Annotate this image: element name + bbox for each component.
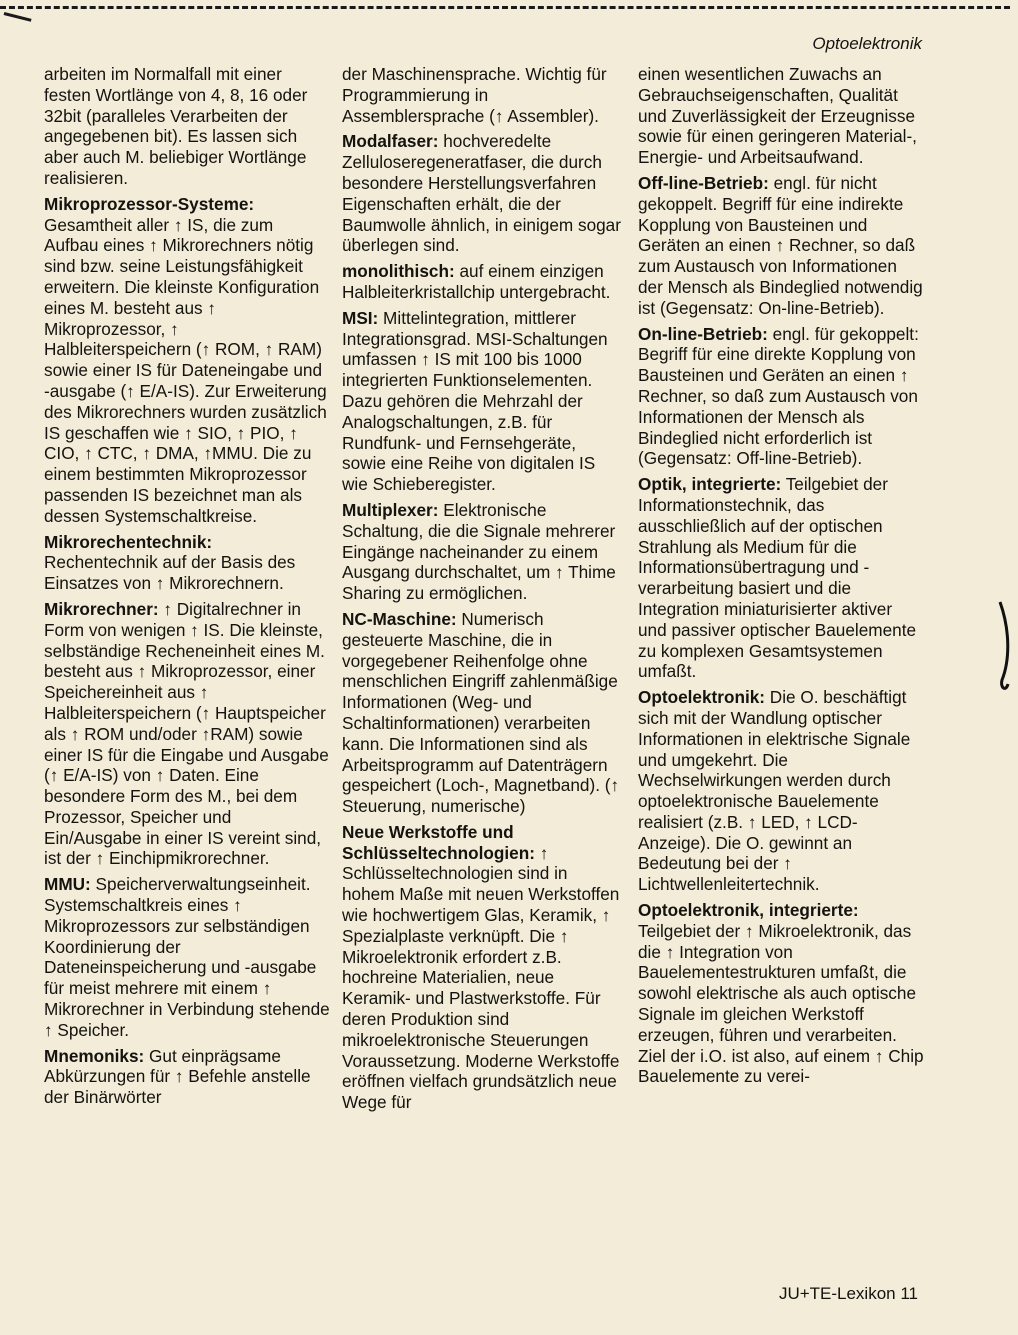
- entry-mikrorechner: [44, 599, 330, 869]
- edge-pen-mark: [998, 600, 1012, 696]
- entry-mnemoniks: [44, 1046, 330, 1108]
- text-column-1: [44, 64, 330, 1264]
- entry-term: MMU:: [44, 874, 91, 895]
- entry-on-line-betrieb: [638, 324, 924, 470]
- entry-term: Multiplexer:: [342, 499, 439, 520]
- entry-text: Teilgebiet der Informationstechnik, das ausschließlich auf der optischen Strahlung als Medium für die Informationsübertragung und -verarbeitung basiert und die Integration miniaturisierter aktiver und passiver optischer Bauelemente zu komplexen Gesamtsystemen umfaßt.: [638, 474, 917, 682]
- entry-mmu: [44, 874, 330, 1040]
- entry-text: auf einem einzigen Halbleiterkristallchip untergebracht.: [342, 261, 611, 302]
- entry-off-line-betrieb: [638, 173, 924, 319]
- entry-text: Mittelintegration, mittlerer Integrationsgrad. MSI-Schaltungen umfassen ↑ IS mit 100 bis 1000 integrierten Funktionselementen. Dazu gehören die Mehrzahl der Analogschaltungen, z.B. für Rundfunk- und Fernsehgeräte, sowie eine Reihe von digitalen IS wie Schieberegister.: [342, 307, 608, 495]
- text-column-2: [342, 64, 624, 1264]
- entry-term: Off-line-Betrieb:: [638, 172, 769, 193]
- entry-term: Mikroprozessor-Systeme:: [44, 193, 255, 214]
- entry-text: Gesamtheit aller ↑ IS, die zum Aufbau eines ↑ Mikrorechners nötig sind bzw. seine Leistungsfähigkeit erweitern. Die kleinste Konfiguration eines M. besteht aus ↑ Mikroprozessor, ↑ Halbleiterspeichern (↑ ROM, ↑ RAM) sowie einer IS für Dateneingabe und -ausgabe (↑ E/A-IS). Zur Erweiterung des Mikrorechners wurden zusätzlich IS geschaffen wie ↑ SIO, ↑ PIO, ↑ CIO, ↑ CTC, ↑ DMA, ↑MMU. Die zu einem bestimmten Mikroprozessor passenden IS bezeichnet man als dessen Systemschaltkreise.: [44, 214, 327, 526]
- entry-term: Mikrorechner:: [44, 598, 159, 619]
- entry-term: Neue Werkstoffe und Schlüsseltechnologien:: [342, 821, 535, 863]
- continued-text: einen wesentlichen Zuwachs an Gebrauchseigenschaften, Qualität und Zuverlässigkeit der Erzeugnisse sowie für einen geringeren Material-, Energie- und Arbeitsaufwand.: [638, 64, 917, 168]
- continued-text: arbeiten im Normalfall mit einer festen Wortlänge von 4, 8, 16 oder 32bit (paralleles Verarbeiten der angegebenen bit). Es lassen sich aber auch M. beliebiger Wortlänge realisieren.: [44, 64, 308, 188]
- entry-term: On-line-Betrieb:: [638, 323, 768, 344]
- entry-multiplexer: [342, 500, 624, 604]
- corner-mark: [4, 12, 32, 22]
- entry-text: Rechentechnik auf der Basis des Einsatzes von ↑ Mikrorechnern.: [44, 552, 296, 594]
- entry-mikrorechentechnik: [44, 532, 330, 594]
- text-column-3: [638, 64, 924, 1264]
- page-footer: JU+TE-Lexikon 11: [778, 1284, 918, 1303]
- entry-term: monolithisch:: [342, 261, 455, 282]
- entry-text: Speicherverwaltungseinheit. Systemschaltkreis eines ↑ Mikroprozessors zur selbständigen Koordinierung der Dateneinspeicherung und -ausgabe für meist mehrere mit einem ↑ Mikrorechner in Verbindung stehende ↑ Speicher.: [44, 874, 330, 1040]
- entry-text: ↑ Schlüsseltechnologien sind in hohem Maße mit neuen Werkstoffen wie hochwertigem Glas, Keramik, ↑ Spezialplaste verknüpft. Die ↑ Mikroelektronik erfordert z.B. hochreine Materialien, neue Keramik- und Plastwerkstoffe. Für deren Produktion sind mikroelektronische Steuerungen Voraussetzung. Moderne Werkstoffe eröffnen vielfach grundsätzlich neue Wege für: [342, 842, 620, 1113]
- top-dashed-rule: [0, 6, 1010, 9]
- entry-term: Mikrorechentechnik:: [44, 531, 213, 552]
- entry-text: Gut einprägsame Abkürzungen für ↑ Befehle anstelle der Binärwörter: [44, 1045, 311, 1108]
- running-header: Optoelektronik: [812, 34, 922, 53]
- entry-term: Mnemoniks:: [44, 1045, 145, 1066]
- entry-term: NC-Maschine:: [342, 608, 457, 629]
- entry-text: hochveredelte Zelluloseregeneratfaser, die durch besondere Herstellungsverfahren Eigenschaften erhält, die der Baumwolle ähnlich, in einigem sogar überlegen sind.: [342, 131, 621, 256]
- entry-optoelektronik-integrierte: [638, 900, 924, 1087]
- entry-monolithisch: [342, 261, 624, 303]
- continued-text: der Maschinensprache. Wichtig für Programmierung in Assemblersprache (↑ Assembler).: [342, 64, 607, 126]
- entry-term: Optoelektronik, integrierte:: [638, 900, 859, 921]
- entry-optik-integrierte: [638, 474, 924, 682]
- entry-text: Teilgebiet der ↑ Mikroelektronik, das die ↑ Integration von Bauelementestrukturen umfaßt, die sowohl elektrische als auch optische Signale im gleichen Werkstoff erzeugen, führen und verarbeiten. Ziel der i.O. ist also, auf einem ↑ Chip Bauelemente zu verei-: [638, 920, 924, 1087]
- entry-text: engl. für nicht gekoppelt. Begriff für eine indirekte Kopplung von Bausteinen und Geräten an einen ↑ Rechner, so daß zum Austausch von Informationen der Mensch als Bindeglied notwendig ist (Gegensatz: On-line-Betrieb).: [638, 172, 923, 318]
- entry-term: MSI:: [342, 307, 379, 328]
- entry-modalfaser: [342, 131, 624, 256]
- entry-text: ↑ Digitalrechner in Form von wenigen ↑ IS. Die kleinste, selbständige Recheneinheit eines M. besteht aus ↑ Mikroprozessor, einer Speichereinheit aus ↑ Halbleiterspeichern (↑ Hauptspeicher als ↑ ROM und/oder ↑RAM) sowie einer IS für die Eingabe und Ausgabe (↑ E/A-IS) von ↑ Daten. Eine besondere Form des M., bei dem Prozessor, Speicher und Ein/Ausgabe in einer IS vereint sind, ist der ↑ Einchipmikrorechner.: [44, 598, 329, 869]
- entry-text: engl. für gekoppelt: Begriff für eine direkte Kopplung von Bausteinen und Geräten an einen ↑ Rechner, so daß zum Austausch von Informationen der Mensch als Bindeglied nicht erforderlich ist (Gegensatz: Off-line-Betrieb).: [638, 323, 919, 469]
- entry-text: Numerisch gesteuerte Maschine, die in vorgegebener Reihenfolge ohne menschlichen Eingriff zahlenmäßige Informationen (Weg- und Schaltinformationen) verarbeiten kann. Die Informationen sind als Arbeitsprogramm auf Datenträgern gespeichert (Loch-, Magnetband). (↑ Steuerung, numerische): [342, 608, 620, 817]
- entry-nc-maschine: [342, 609, 624, 817]
- entry-optoelektronik: [638, 687, 924, 895]
- entry-mikroprozessor-systeme: [44, 194, 330, 527]
- entry-neue-werkstoffe: [342, 822, 624, 1113]
- entry-text: Die O. beschäftigt sich mit der Wandlung optischer Informationen in elektrische Signale und umgekehrt. Die Wechselwirkungen werden durch optoelektronische Bauelemente realisiert (z.B. ↑ LED, ↑ LCD-Anzeige). Die O. gewinnt an Bedeutung bei der ↑ Lichtwellenleitertechnik.: [638, 687, 911, 895]
- entry-term: Optoelektronik:: [638, 687, 766, 708]
- entry-msi: [342, 308, 624, 495]
- entry-text: Elektronische Schaltung, die die Signale mehrerer Eingänge nacheinander zu einem Ausgang durchschaltet, um ↑ Thime Sharing zu ermöglichen.: [342, 499, 616, 604]
- entry-term: Optik, integrierte:: [638, 474, 782, 495]
- entry-term: Modalfaser:: [342, 131, 439, 152]
